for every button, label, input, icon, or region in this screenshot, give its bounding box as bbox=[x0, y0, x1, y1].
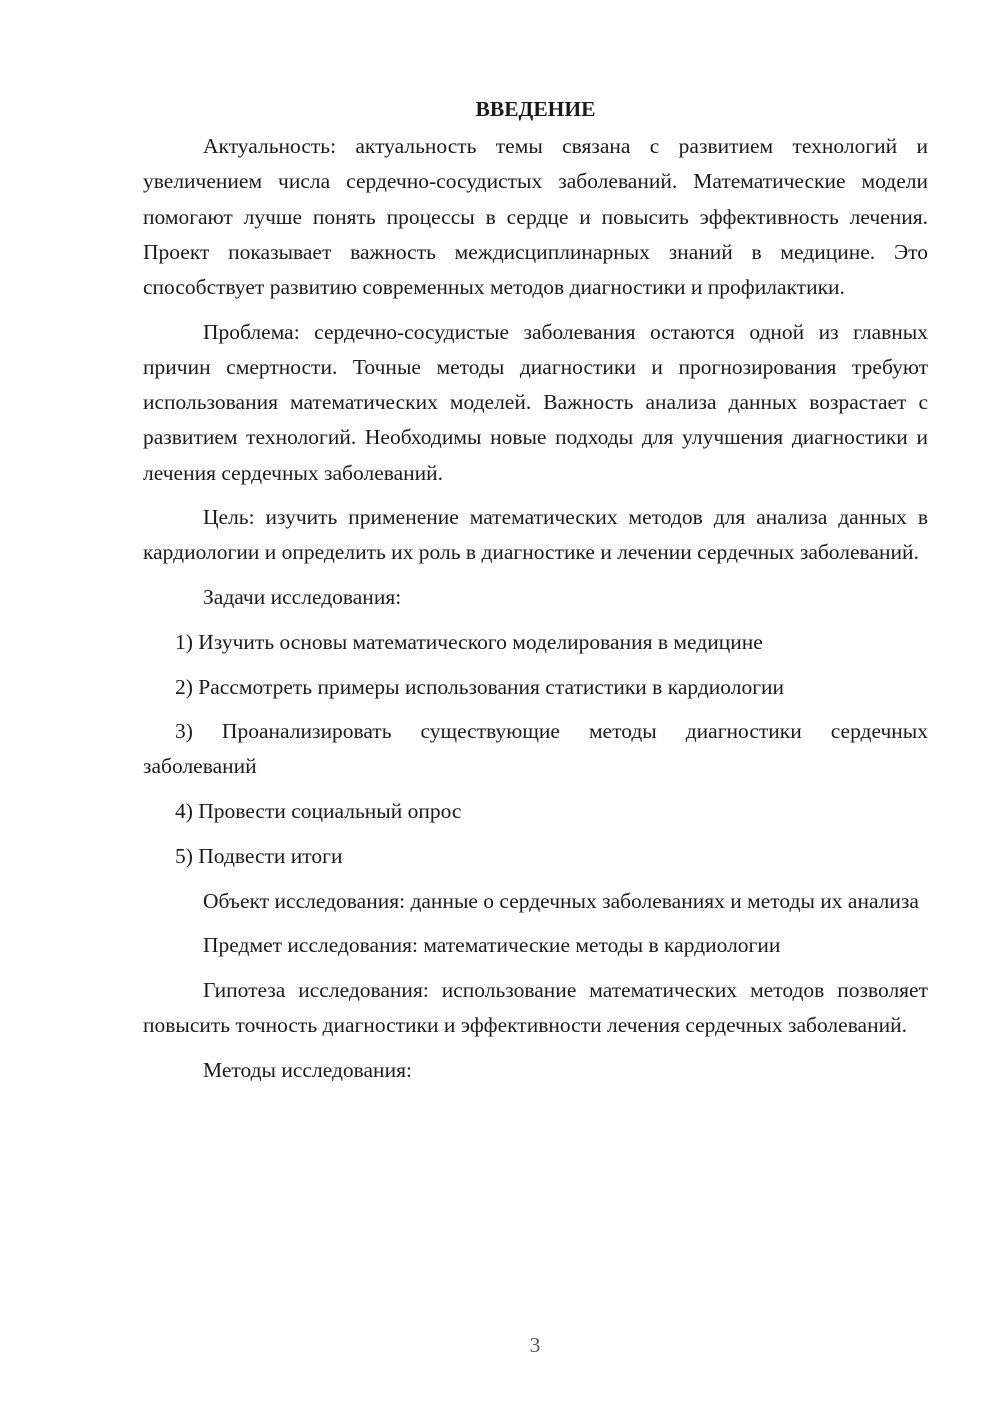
task-item-3: 3) Проанализировать существующие методы диагностики сердечных заболеваний bbox=[143, 719, 928, 779]
page-title: ВВЕДЕНИЕ bbox=[475, 97, 596, 121]
paragraph-object: Объект исследования: данные о сердечных заболеваниях и методы их анализа bbox=[203, 888, 919, 913]
methods-heading: Методы исследования: bbox=[203, 1057, 412, 1082]
task-item-4: 4) Провести социальный опрос bbox=[175, 799, 462, 824]
task-item-5: 5) Подвести итоги bbox=[175, 843, 343, 868]
paragraph-relevance: Актуальность: актуальность темы связана с развитием технологий и увеличением числа сердечно-сосудистых заболеваний. Математические модели помогают лучше понять процессы в сердце и повысить эффективность лечения. Проект показывает важность междисциплинарных знаний в медицине. Это способствует развитию современных методов диагностики и профилактики. bbox=[143, 134, 928, 300]
paragraph-problem: Проблема: сердечно-сосудистые заболевания остаются одной из главных причин смертности. Точные методы диагностики и прогнозирования требуют использования математических моделей. Важность анализа данных возрастает с развитием технологий. Необходимы новые подходы для улучшения диагностики и лечения сердечных заболеваний. bbox=[143, 319, 928, 485]
task-item-1: 1) Изучить основы математического моделирования в медицине bbox=[175, 629, 763, 654]
paragraph-subject: Предмет исследования: математические методы в кардиологии bbox=[203, 933, 781, 958]
task-item-2: 2) Рассмотреть примеры использования статистики в кардиологии bbox=[175, 674, 785, 699]
paragraph-hypothesis: Гипотеза исследования: использование математических методов позволяет повысить точность диагностики и эффективности лечения сердечных заболеваний. bbox=[143, 977, 928, 1038]
page-content bbox=[143, 92, 928, 1098]
paragraph-goal: Цель: изучить применение математических методов для анализа данных в кардиологии и определить их роль в диагностике и лечении сердечных заболеваний. bbox=[143, 505, 928, 565]
page-number: 3 bbox=[529, 1333, 541, 1357]
tasks-heading: Задачи исследования: bbox=[203, 585, 402, 610]
